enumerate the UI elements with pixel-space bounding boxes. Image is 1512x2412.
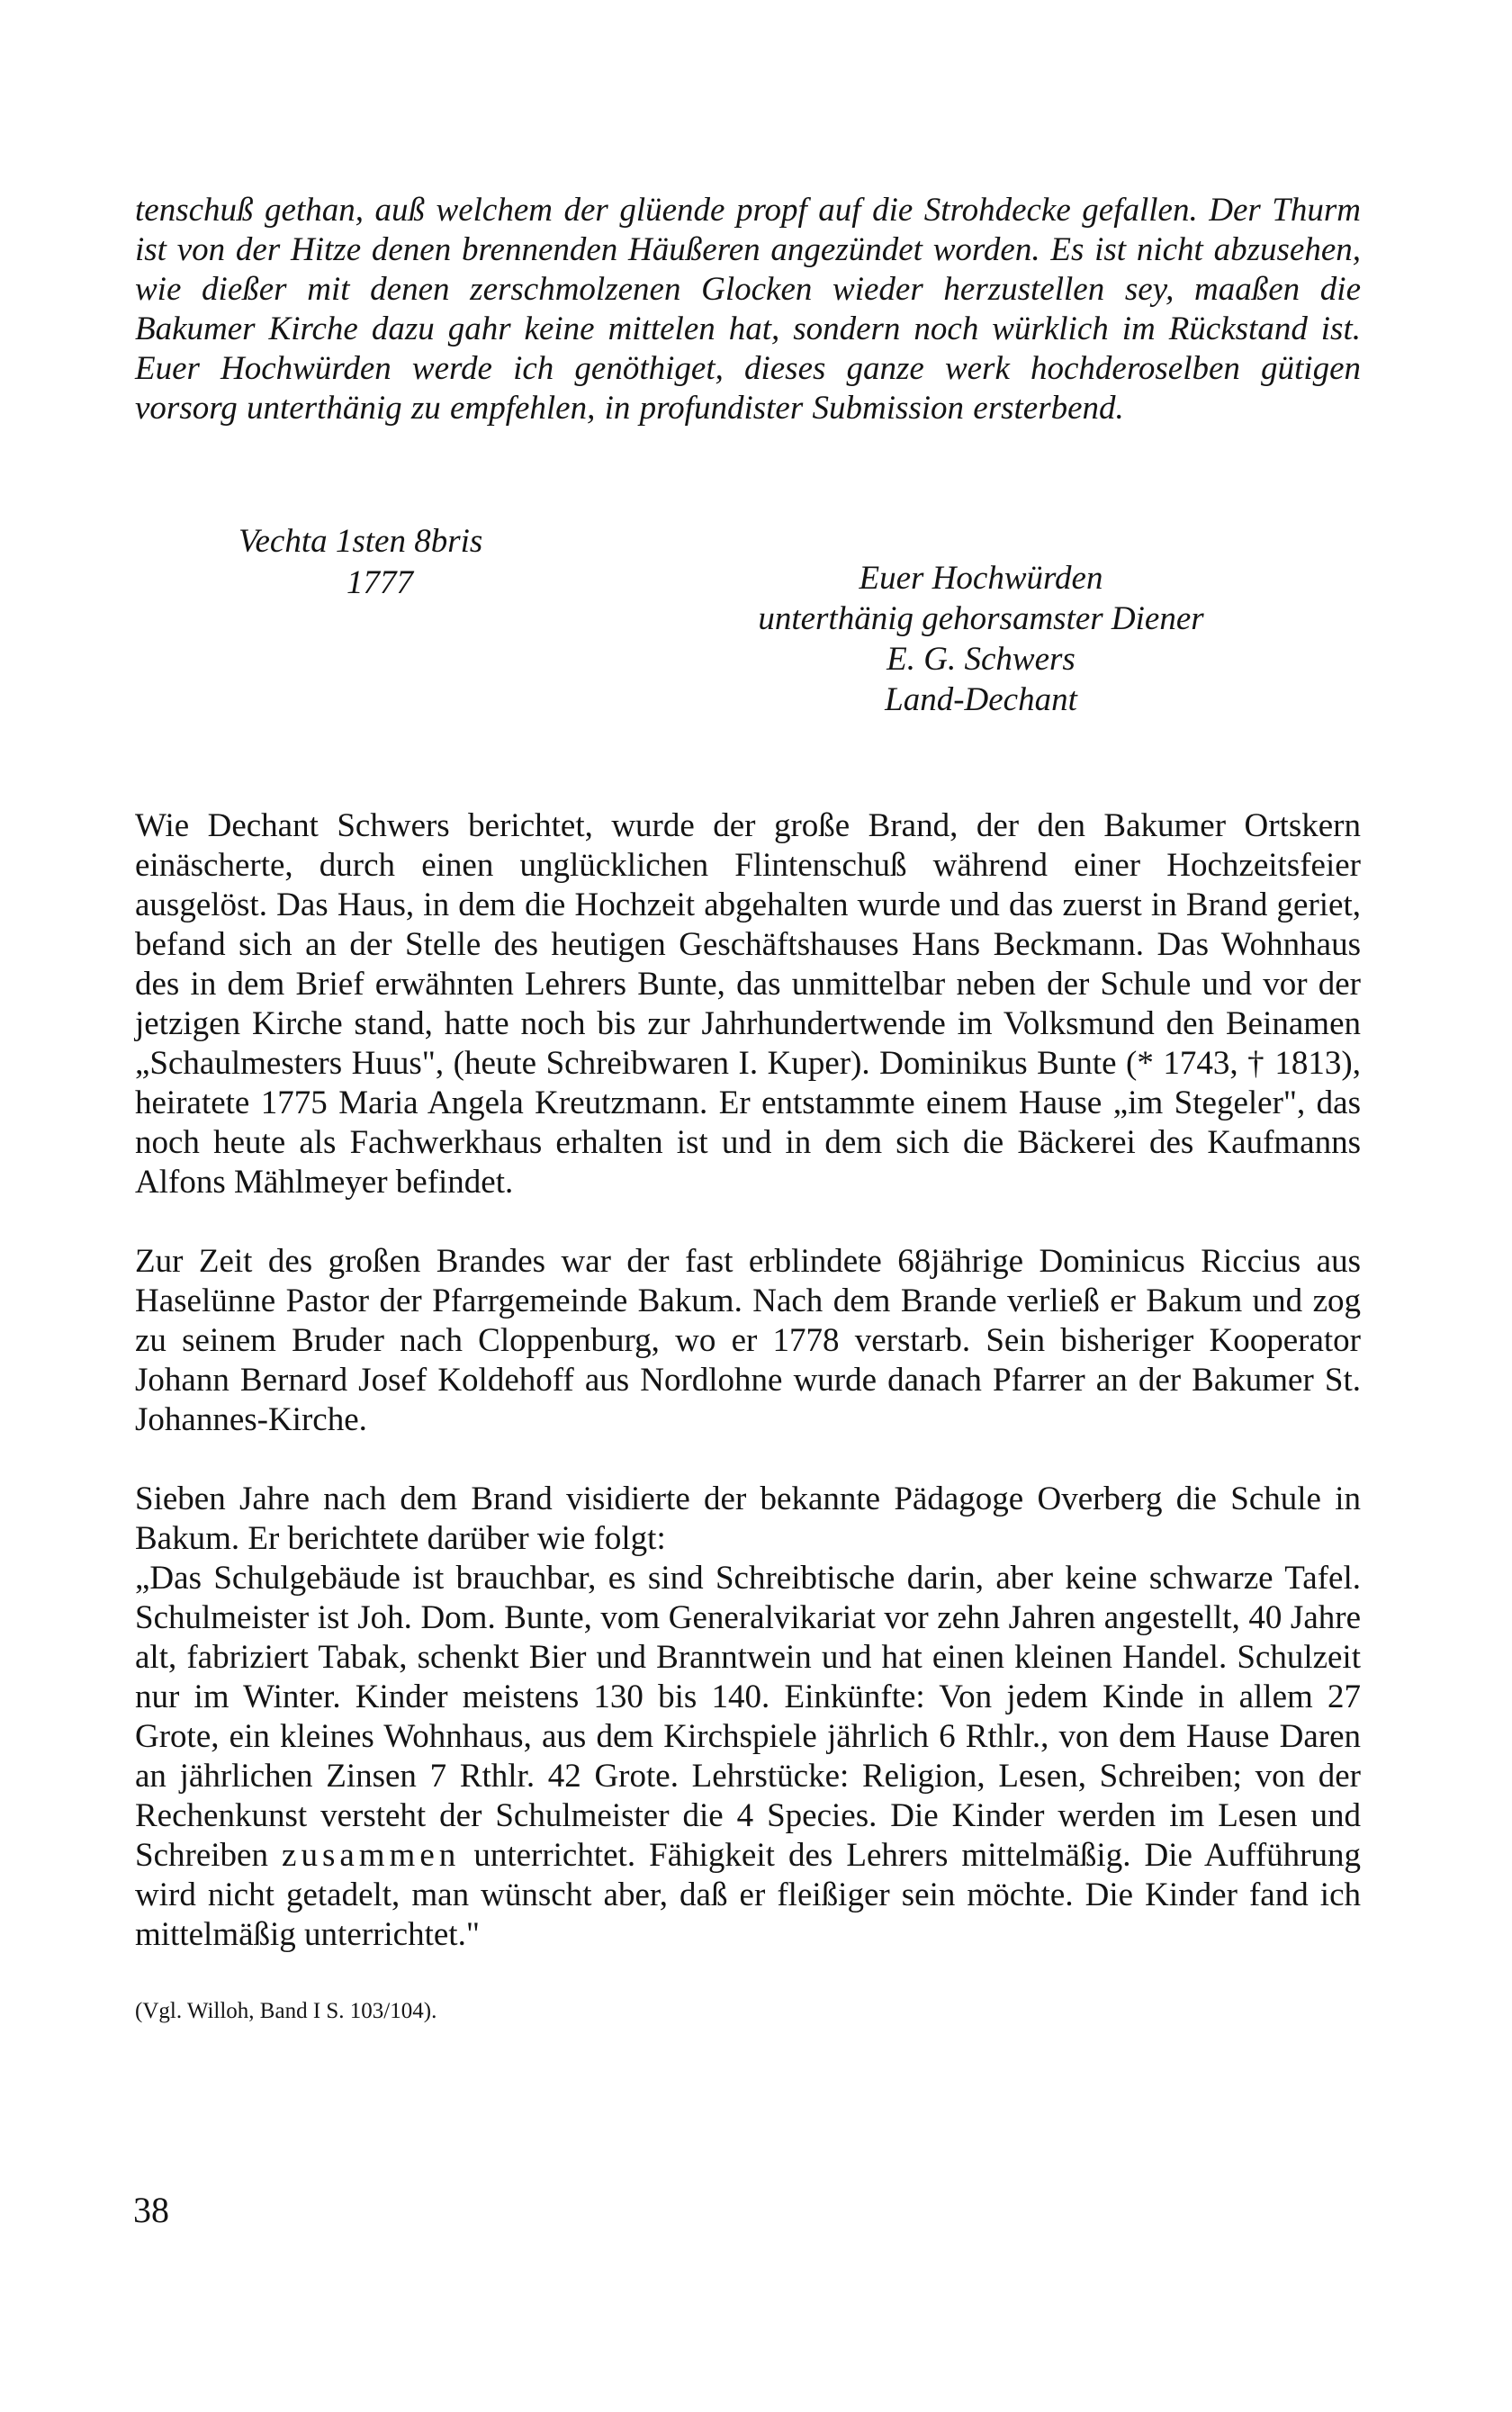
paragraph-fire-report: Wie Dechant Schwers berichtet, wurde der große Brand, der den Bakumer Ortskern einäscherte, durch einen unglücklichen Flintenschuß während einer Hochzeitsfeier ausgelöst. Das Haus, in dem die Hochzeit abgehalten wurde und das zuerst in Brand geriet, befand sich an der Stelle des heutigen Geschäftshauses Hans Beckmann. Das Wohnhaus des in dem Brief erwähnten Lehrers Bunte, das unmittelbar neben der Schule und vor der jetzigen Kirche stand, hatte noch bis zur Jahrhundertwende im Volksmund den Beinamen „Schaulmesters Huus", (heute Schreibwaren I. Kuper). Dominikus Bunte (* 1743, † 1813), heiratete 1775 Maria Angela Kreutzmann. Er entstammte einem Hause „im Stegeler", das noch heute als Fachwerkhaus erhalten ist und in dem sich die Bäckerei des Kaufmanns Alfons Mählmeyer befindet. <box>135 807 1361 1201</box>
letter-place-date: Vechta 1sten 8bris <box>238 523 483 560</box>
overberg-quote-spaced-word: zusammen <box>282 1837 461 1874</box>
paragraph-overberg-visit <box>135 1480 1361 1955</box>
overberg-quote-part-a: „Das Schulgebäude ist brauchbar, es sind Schreibtische darin, aber keine schwarze Tafel. Schulmeister ist Joh. Dom. Bunte, vom Generalvikariat vor zehn Jahren angestellt, 40 Jahre alt, fabriziert Tabak, schenkt Bier und Branntwein und hat einen kleinen Handel. Schulzeit nur im Winter. Kinder meistens 130 bis 140. Einkünfte: Von jedem Kinde in allem 27 Grote, ein kleines Wohnhaus, aus dem Kirchspiele jährlich 6 Rthlr., von dem Hause Daren an jährlichen Zinsen 7 Rthlr. 42 Grote. Lehrstücke: Religion, Lesen, Schreiben; von der Rechenkunst versteht der Schulmeister die 4 Species. Die Kinder werden im Lesen und Schreiben <box>135 1560 1361 1874</box>
letter-signer: E. G. Schwers <box>886 641 1076 678</box>
letter-signature-block <box>630 558 1332 720</box>
paragraph-pastor-riccius: Zur Zeit des großen Brandes war der fast erblindete 68jährige Dominicus Riccius aus Haselünne Pastor der Pfarrgemeinde Bakum. Nach dem Brande verließ er Bakum und zog zu seinem Bruder nach Cloppenburg, wo er 1778 verstarb. Sein bisheriger Kooperator Johann Bernard Josef Koldehoff aus Nordlohne wurde danach Pfarrer an der Bakumer St. Johannes-Kirche. <box>135 1243 1361 1438</box>
overberg-quote <box>135 1559 1361 1955</box>
overberg-quote-part-b: unterrichtet. Fähigkeit des Lehrers mittelmäßig. Die Aufführung wird nicht getadelt, man wünscht aber, daß er fleißiger sein möchte. Die Kinder fand ich mittelmäßig unterrichtet." <box>135 1837 1361 1953</box>
letter-year: 1777 <box>346 564 413 601</box>
letter-signer-title: Land-Dechant <box>885 681 1077 718</box>
citation-note: (Vgl. Willoh, Band I S. 103/104). <box>135 1999 437 2023</box>
letter-salutation: Euer Hochwürden <box>859 560 1103 597</box>
overberg-intro: Sieben Jahre nach dem Brand visidierte der bekannte Pädagoge Overberg die Schule in Bakum. Er berichtete darüber wie folgt: <box>135 1480 1361 1557</box>
letter-excerpt: tenschuß gethan, auß welchem der glüende propf auf die Strohdecke gefallen. Der Thurm ist von der Hitze denen brennenden Häußeren angezündet worden. Es ist nicht abzusehen, wie dießer mit denen zerschmolzenen Glocken wieder herzustellen sey, maaßen die Bakumer Kirche dazu gahr keine mittelen hat, sondern noch würklich im Rückstand ist. Euer Hochwürden werde ich genöthiget, dieses ganze werk hochderoselben gütigen vorsorg unterthänig zu empfehlen, in profundister Submission ersterbend. <box>135 192 1361 427</box>
letter-closing: unterthänig gehorsamster Diener <box>758 600 1204 637</box>
page-number: 38 <box>133 2190 169 2230</box>
